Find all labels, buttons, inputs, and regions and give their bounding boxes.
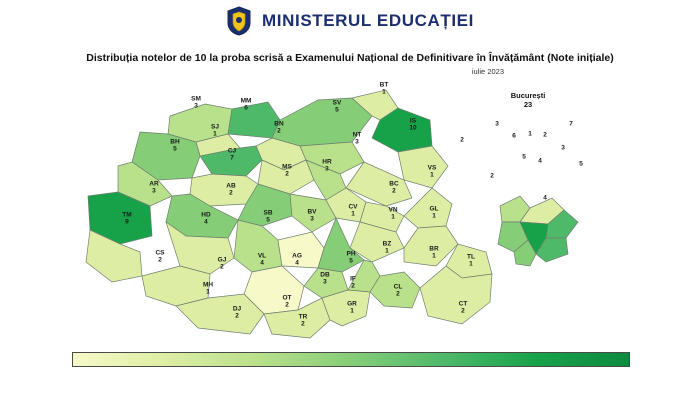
county-code: BT	[379, 81, 389, 89]
county-code: TR	[298, 313, 308, 321]
county-value: 5	[349, 258, 353, 265]
county-value: 2	[392, 188, 396, 195]
county-code: IS	[409, 117, 417, 125]
county-code: TL	[467, 253, 475, 261]
county-value: 5	[173, 146, 177, 153]
county-code: CS	[155, 249, 165, 257]
county-value: 2	[277, 128, 281, 135]
county-value: 1	[206, 289, 210, 296]
county-code: BC	[389, 180, 399, 188]
bucharest-sector-num-6: 5	[522, 153, 526, 161]
county-code: GL	[429, 205, 439, 213]
chart-subtitle: iulie 2023	[471, 67, 504, 76]
county-code: HD	[201, 211, 211, 219]
county-value: 1	[432, 213, 436, 220]
county-code: HR	[322, 158, 332, 166]
county-code: MH	[202, 281, 214, 289]
legend	[72, 352, 628, 370]
county-value: 2	[396, 291, 400, 298]
bucharest-sector-num-5: 2	[543, 131, 547, 139]
county-value: 6	[244, 105, 248, 112]
county-value: 3	[194, 103, 198, 110]
romania-coat-of-arms-icon	[226, 6, 252, 36]
legend-gradient-bar	[72, 352, 630, 367]
county-code: AG	[292, 252, 302, 260]
county-value: 10	[409, 125, 417, 132]
bucharest-sector-num-8: 3	[561, 144, 565, 152]
county-code: GJ	[217, 256, 227, 264]
county-value: 3	[310, 216, 314, 223]
county-value: 4	[260, 260, 264, 267]
county-value: 5	[266, 217, 270, 224]
county-value: 1	[432, 253, 436, 260]
county-code: SB	[263, 209, 273, 217]
county-value: 1	[351, 211, 355, 218]
county-value: 1	[382, 89, 386, 96]
county-code: CV	[348, 203, 358, 211]
county-value: 1	[350, 308, 354, 315]
county-value: 9	[125, 219, 129, 226]
county-code: BH	[170, 138, 180, 146]
county-value: 4	[295, 260, 299, 267]
county-code: AR	[149, 180, 159, 188]
county-value: 1	[385, 248, 389, 255]
bucharest-sector-num-2: 7	[569, 120, 573, 128]
county-code: DJ	[232, 305, 242, 313]
county-code: BR	[429, 245, 439, 253]
county-code: IF	[350, 275, 356, 283]
bucharest-inset-title: București 23	[510, 91, 546, 109]
page-header	[0, 0, 700, 38]
ministry-title: MINISTERUL EDUCAȚIEI	[262, 11, 474, 30]
bucharest-sector-num-7: 4	[538, 157, 542, 165]
county-code: VS	[427, 164, 437, 172]
map-svg	[0, 76, 700, 376]
county-value: 3	[355, 139, 359, 146]
county-code: BZ	[382, 240, 392, 248]
county-value: 3	[323, 279, 327, 286]
county-code: GR	[347, 300, 357, 308]
county-code: TM	[122, 211, 132, 219]
bucharest-sector-num-1: 3	[495, 120, 499, 128]
bucharest-sector-num-10: 2	[490, 172, 494, 180]
county-code: MM	[240, 97, 252, 105]
county-value: 2	[285, 171, 289, 178]
county-code: PH	[346, 250, 356, 258]
county-code: NT	[352, 131, 362, 139]
bucharest-sector-num-11: 4	[543, 194, 547, 202]
romania-choropleth-map	[0, 76, 700, 376]
county-code: DB	[320, 271, 330, 279]
county-value: 3	[152, 188, 156, 195]
chart-title: Distribuția notelor de 10 la proba scrisă a Examenului Național de Definitivare în Învățământ (Note inițiale)	[86, 52, 614, 64]
county-code: BV	[307, 208, 317, 216]
county-value: 2	[220, 264, 224, 271]
county-value: 5	[335, 107, 339, 114]
bucharest-inset-shape	[498, 196, 578, 266]
bucharest-sector-num-3: 6	[512, 132, 516, 140]
county-code: BN	[274, 120, 284, 128]
county-code: AB	[226, 182, 236, 190]
county-code: VN	[388, 206, 398, 214]
county-code: SV	[332, 99, 342, 107]
county-value: 4	[204, 219, 208, 226]
county-code: CL	[393, 283, 403, 291]
bucharest-sector-num-4: 1	[528, 130, 532, 138]
county-code: CT	[458, 300, 468, 308]
county-value: 2	[158, 257, 162, 264]
county-code: MS	[282, 163, 292, 171]
map-outside-number-moldova: 2	[460, 136, 464, 144]
county-value: 2	[285, 302, 289, 309]
county-value: 2	[235, 313, 239, 320]
county-value: 1	[391, 214, 395, 221]
bucharest-sector-num-9: 5	[579, 160, 583, 168]
county-value: 2	[351, 283, 355, 290]
county-value: 1	[430, 172, 434, 179]
county-value: 2	[301, 321, 305, 328]
county-value: 1	[213, 131, 217, 138]
county-value: 3	[325, 166, 329, 173]
county-value: 2	[461, 308, 465, 315]
county-value: 2	[229, 190, 233, 197]
county-value: 7	[230, 155, 234, 162]
county-code: OT	[282, 294, 292, 302]
county-code: SM	[191, 95, 201, 103]
county-code: VL	[257, 252, 267, 260]
county-code: CJ	[227, 147, 237, 155]
county-code: SJ	[211, 123, 219, 131]
county-value: 1	[469, 261, 473, 268]
